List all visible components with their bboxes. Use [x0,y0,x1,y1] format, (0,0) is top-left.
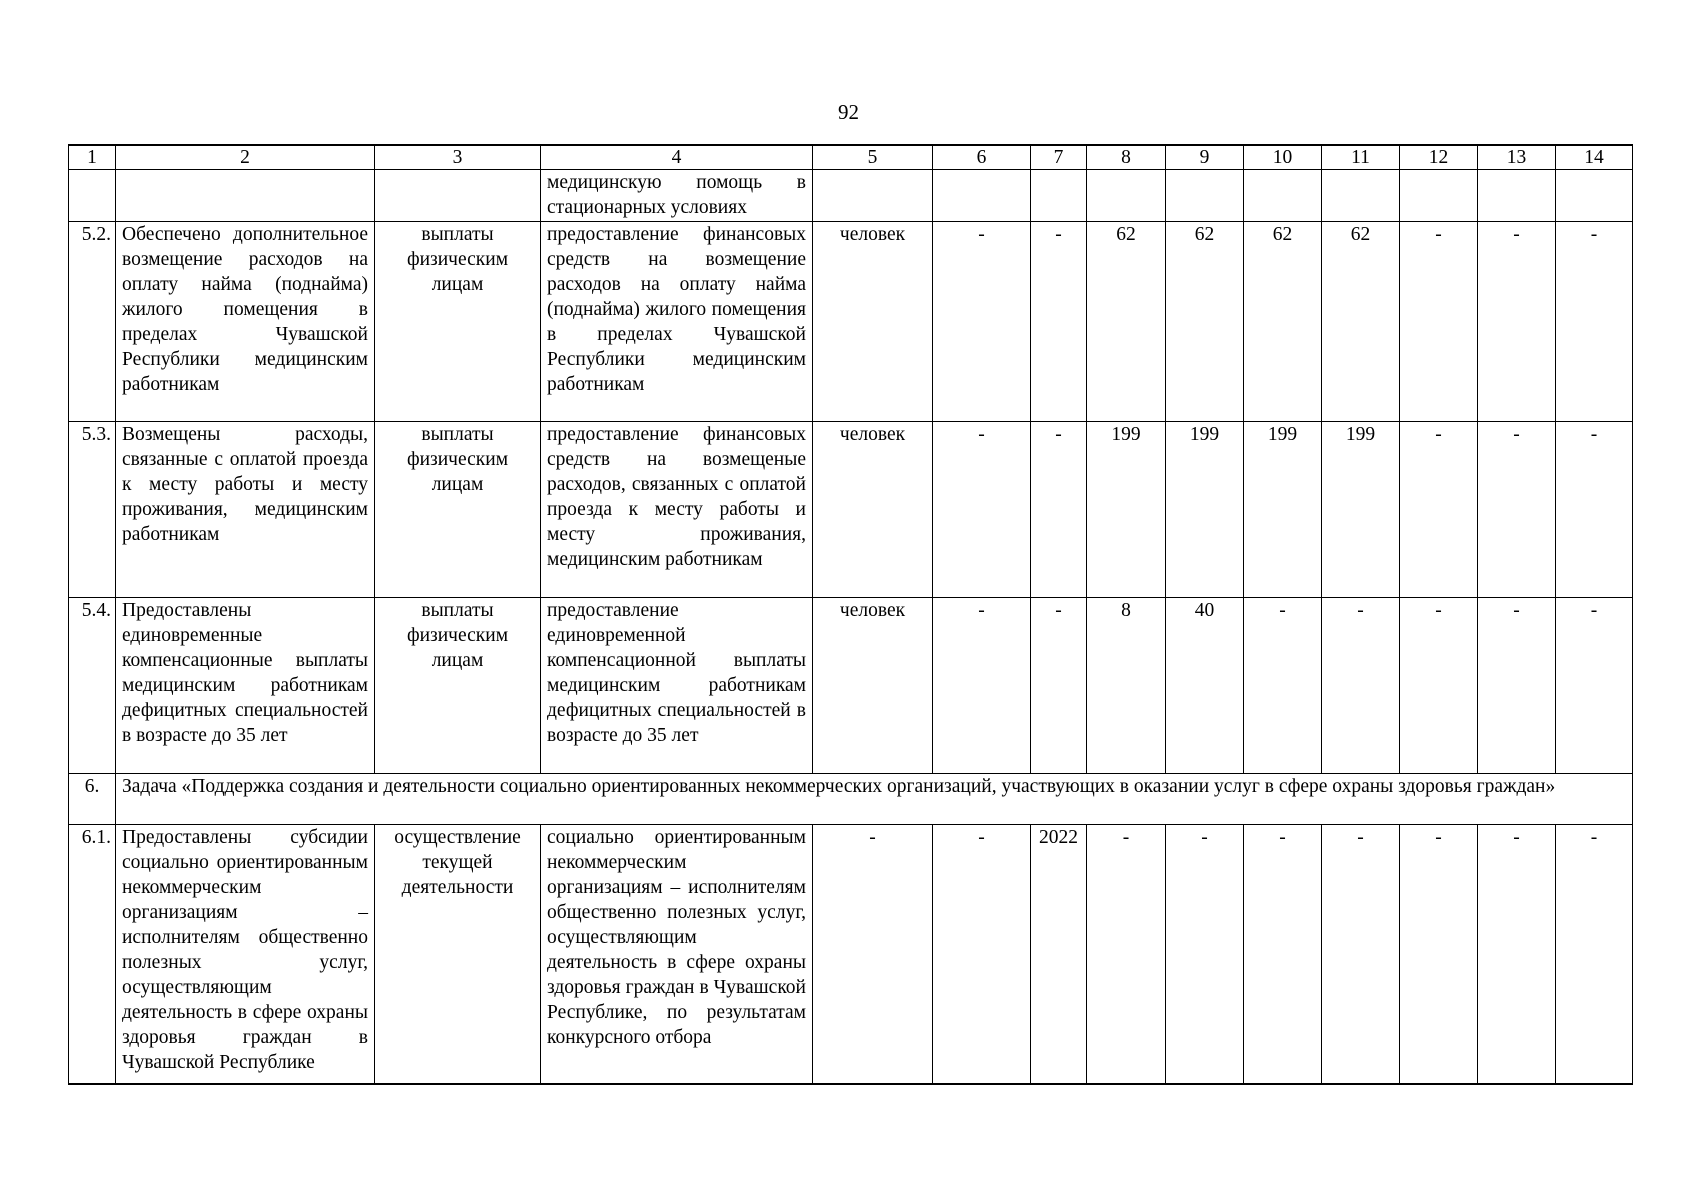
cell-value: - [1478,222,1556,422]
cell [813,170,933,222]
cell-value: 199 [1166,422,1244,598]
cell-event-description: предоставление финансовых средств на возмещение расходов на оплату найма (поднайма) жилого помещения в пределах Чувашской Республики медицинским работникам [541,222,813,422]
cell-value: - [1400,422,1478,598]
col-header: 7 [1031,145,1087,170]
cell-unit: человек [813,222,933,422]
cell-value: - [1031,422,1087,598]
cell [1556,170,1633,222]
cell [1087,170,1166,222]
cell-value: - [1322,598,1400,774]
cell [1166,170,1244,222]
cell-result: Предоставлены единовременные компенсационные выплаты медицинским работникам дефицитных специальностей в возрасте до 35 лет [116,598,375,774]
cell [116,170,375,222]
cell-value: 199 [1087,422,1166,598]
row-number: 6. [69,774,116,825]
page-number: 92 [838,100,859,124]
cell-value: - [1400,598,1478,774]
col-header: 5 [813,145,933,170]
cell-value: 2022 [1031,825,1087,1084]
cell-value: - [1478,598,1556,774]
task-title: Задача «Поддержка создания и деятельности социально ориентированных некоммерческих организаций, участвующих в оказании услуг в сфере охраны здоровья граждан» [116,774,1633,825]
cell-result: Обеспечено дополнительное возмещение расходов на оплату найма (поднайма) жилого помещения в пределах Чувашской Республики медицинским работникам [116,222,375,422]
header-row [69,145,1633,170]
col-header: 3 [375,145,541,170]
cell-value: 62 [1322,222,1400,422]
cell-event-description: социально ориентированным некоммерческим организациям – исполнителям общественно полезных услуг, осуществляющим деятельность в сфере охраны здоровья граждан в Чувашской Республике, по результатам конкурсного отбора [541,825,813,1084]
row-number: 5.3. [69,422,116,598]
table-row [69,422,1633,598]
cell [69,170,116,222]
cell-value: - [933,825,1031,1084]
cell-value: - [1556,598,1633,774]
table-row [69,222,1633,422]
cell [1322,170,1400,222]
cell-event-description: медицинскую помощь в стационарных условиях [541,170,813,222]
cell-value: - [1244,598,1322,774]
cell [1244,170,1322,222]
cell-unit: человек [813,422,933,598]
row-number: 6.1. [69,825,116,1084]
cell-value: - [1031,598,1087,774]
cell-value: - [1087,825,1166,1084]
cell-result: Предоставлены субсидии социально ориентированным некоммерческим организациям – исполнителям общественно полезных услуг, осуществляющим деятельность в сфере охраны здоровья граждан в Чувашской Республике [116,825,375,1084]
cell [1400,170,1478,222]
col-header: 13 [1478,145,1556,170]
cell-value: - [1244,825,1322,1084]
cell [1031,170,1087,222]
cell-value: - [1478,825,1556,1084]
cell-value: - [1400,825,1478,1084]
row-number: 5.4. [69,598,116,774]
table-row [69,825,1633,1084]
col-header: 10 [1244,145,1322,170]
task-row [69,774,1633,825]
cell-expense-type: выплаты физическим лицам [375,598,541,774]
table-row [69,598,1633,774]
cell-event-description: предоставление финансовых средств на возмещеные расходов, связанных с оплатой проезда к месту работы и месту проживания, медицинским работникам [541,422,813,598]
col-header: 9 [1166,145,1244,170]
cell-value: 62 [1166,222,1244,422]
continuation-row [69,170,1633,222]
row-number: 5.2. [69,222,116,422]
cell-value: 62 [1244,222,1322,422]
cell [375,170,541,222]
cell-result: Возмещены расходы, связанные с оплатой проезда к месту работы и месту проживания, медицинским работникам [116,422,375,598]
cell-event-description: предоставление единовременной компенсационной выплаты медицинским работникам дефицитных специальностей в возрасте до 35 лет [541,598,813,774]
cell-value: 62 [1087,222,1166,422]
program-table [68,144,1633,1085]
cell-value: - [1478,422,1556,598]
cell-value: - [933,598,1031,774]
col-header: 11 [1322,145,1400,170]
cell-value: 199 [1244,422,1322,598]
cell-expense-type: выплаты физическим лицам [375,222,541,422]
col-header: 12 [1400,145,1478,170]
cell-value: 8 [1087,598,1166,774]
col-header: 6 [933,145,1031,170]
cell-value: - [1166,825,1244,1084]
cell-expense-type: осуществление текущей деятельности [375,825,541,1084]
cell [933,170,1031,222]
cell-value: 40 [1166,598,1244,774]
cell-expense-type: выплаты физическим лицам [375,422,541,598]
cell-value: - [933,222,1031,422]
cell-value: - [1322,825,1400,1084]
cell-value: - [1400,222,1478,422]
col-header: 4 [541,145,813,170]
cell-value: - [1556,222,1633,422]
cell-unit: человек [813,598,933,774]
cell-value: - [1556,422,1633,598]
cell [1478,170,1556,222]
cell-value: - [933,422,1031,598]
cell-unit: - [813,825,933,1084]
col-header: 1 [69,145,116,170]
cell-value: - [1556,825,1633,1084]
col-header: 14 [1556,145,1633,170]
cell-value: 199 [1322,422,1400,598]
col-header: 8 [1087,145,1166,170]
cell-value: - [1031,222,1087,422]
col-header: 2 [116,145,375,170]
